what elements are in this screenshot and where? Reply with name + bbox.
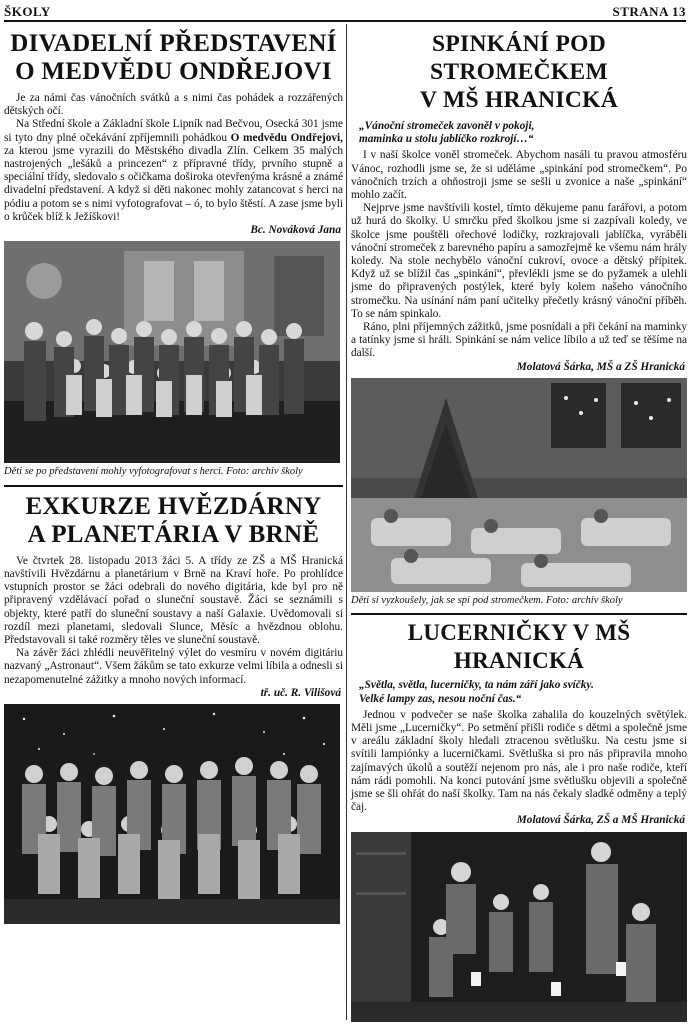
photo-theatre-group [4,241,340,463]
poem-line: „Vánoční stromeček zavoněl v pokoji, [359,120,535,132]
right-column [351,24,687,1022]
poem-lead [359,120,687,146]
poem-line: Velké lampy zas, nesou noční čas.“ [359,692,522,705]
title-line: V MŠ HRANICKÁ [419,87,618,113]
poem-line: maminka u stolu jablíčko rozkrojí…“ [359,133,534,146]
article-paragraph [4,118,343,224]
section-name: ŠKOLY [4,4,51,19]
article-paragraph: Je za námi čas vánočních svátků a s nimi čas pohádek a rozzářených dětských očí. [4,92,343,118]
text-span: za kterou jsme vyrazili do Městského divadla Zlín. Celkem 35 malých nastrojených „lešáků a princezen“ z přípravné třídy, prvního stupně a speciální třídy, sledovalo s očičkama doširoka otevřenýma krásné a známé divadelní představení. A když si děti nakonec mohly zatancovat s herci na pódiu a potom se s nimi vyfotografovat – ó, to bylo štěstí. A zase jsme byli o krůček blíž k Ježíškovi! [4,144,343,223]
title-line: SPINKÁNÍ POD STROMEČKEM [430,31,608,85]
page-header [4,2,686,22]
page-number: STRANA 13 [612,4,686,19]
poem-line: „Světla, světla, lucerničky, ta nám září jako svíčky. [359,679,594,692]
photo-lanterns [351,832,687,1022]
article-paragraph: I v naší školce voněl stromeček. Abychom nasáli tu pravou atmosféru Vánoc, rozhodli jsme se, že si uděláme „spinkání pod stromečkem“. Po vánočních trzích a ohňostroji jsme se sešli u zvonice a naše „spinkání“ mohlo začít. [351,149,687,202]
title-line: LUCERNIČKY V MŠ HRANICKÁ [407,620,631,674]
photo-caption: Děti si vyzkoušely, jak se spí pod stromečkem. Foto: archiv školy [351,594,623,606]
photo-observatory-group [4,704,340,924]
bold-title: O medvědu Ondřejovi, [230,131,343,144]
author-signature: Molatová Šárka, ZŠ a MŠ Hranická [516,814,685,827]
sleepover-photo-illustration [351,378,687,592]
section-divider [4,485,343,487]
title-line: DIVADELNÍ PŘEDSTAVENÍ [10,30,337,57]
author-signature: Bc. Nováková Jana [250,224,341,237]
title-line: A PLANETÁRIA V BRNĚ [27,520,320,548]
title-line: EXKURZE HVĚZDÁRNY [25,492,322,520]
author-signature: Molatová Šárka, MŠ a ZŠ Hranická [516,360,685,373]
lanterns-photo-illustration [351,832,687,1022]
poem-lead [359,679,687,705]
column-divider [346,24,347,1020]
text-span: Na Střední škole a Základní škole Lipník nad Bečvou, Osecká 301 jsme si tyto dny plné očekávání zpříjemnili pohádkou [4,118,343,144]
article-paragraph: Nejprve jsme navštívili kostel, tímto děkujeme panu farářovi, a potom už hurá do školky. U smrčku před školkou jsme si zazpívali koledy, ve školce jsme pouštěli ořechové lodičky, rozkrajovali jablíčka, vyráběli vánoční stromeček z barevného papíru a samozřejmě ke všemu nám hrály koledy. Na stole nechybělo vánoční cukroví, ovoce a dětský přípitek. Když už se blížil čas „spinkání“, převlékli jsme se do pyžamek a ulehli jsme do připravených postýlek, které byly kolem našeho vánočního stromečku. Na usínání nám paní učitelky přečetly krásný vánoční příběh. To se nám spinkalo. [351,202,687,320]
author-signature: tř. uč. R. Vilišová [260,686,341,699]
section-divider [351,613,687,615]
article-title-observatory [4,493,343,549]
photo-sleepover [351,378,687,592]
theatre-photo-illustration [4,241,340,463]
observatory-photo-illustration [4,704,340,924]
title-line: O MEDVĚDU ONDŘEJOVI [15,58,332,85]
article-title-theatre [4,30,343,86]
photo-caption: Děti se po představení mohly vyfotografovat s herci. Foto: archiv školy [4,466,303,478]
article-paragraph: Na závěr žáci zhlédli neuvěřitelný výlet do vesmíru v novém digitáriu nazvaný „Astronaut“. Všem žákům se tato exkurze velmi líbila a odnesli si nezapomenutelné zážitky a mnoho nových informací. [4,647,343,686]
left-column [4,24,343,924]
article-paragraph: Ve čtvrtek 28. listopadu 2013 žáci 5. A třídy ze ZŠ a MŠ Hranická navštívili Hvězdárnu a planetárium v Brně na Kraví hoře. Po prohlídce vstupních prostor se žáci odebrali do nového digitária, kde byl pro ně připravený vzdělávací pořad o sluneční soustavě. Žáci se seznámili s objekty, které patří do sluneční soustavy a naší Galaxie. Uvědomovali si rozdíl mezi planetami, sledovali Slunce, Měsíc a hvězdnou oblohu. Představovali si také rozměry těles ve sluneční soustavě. [4,554,343,646]
article-title-sleepover [351,30,687,114]
article-paragraph: Ráno, plni příjemných zážitků, jsme posnídali a při čekání na maminky a tatínky jsme si hráli. Spinkání se nám velice líbilo a už teď se těšíme na další. [351,321,687,360]
article-paragraph: Jednou v podvečer se naše školka zahalila do kouzelných světýlek. Měli jsme „Lucerničky“. Po setmění přišli rodiče s dětmi a společně jsme v areálu základní školy hledali ztracenou světlušku. Na cestu jsme si svítili lampiónky a lucerničkami. Světluška si pro nás připravila mnoho zajímavých úkolů a soutěží nejenom pro nás, ale i pro naše rodiče, kteří nám rádi pomohli. Na konci putování jsme světlušku objevili a společně jsme se šli ohřát do naší školky. Tam na nás čekaly sladké odměny a teplý čaj. [351,708,687,814]
article-title-lanterns [351,619,687,675]
